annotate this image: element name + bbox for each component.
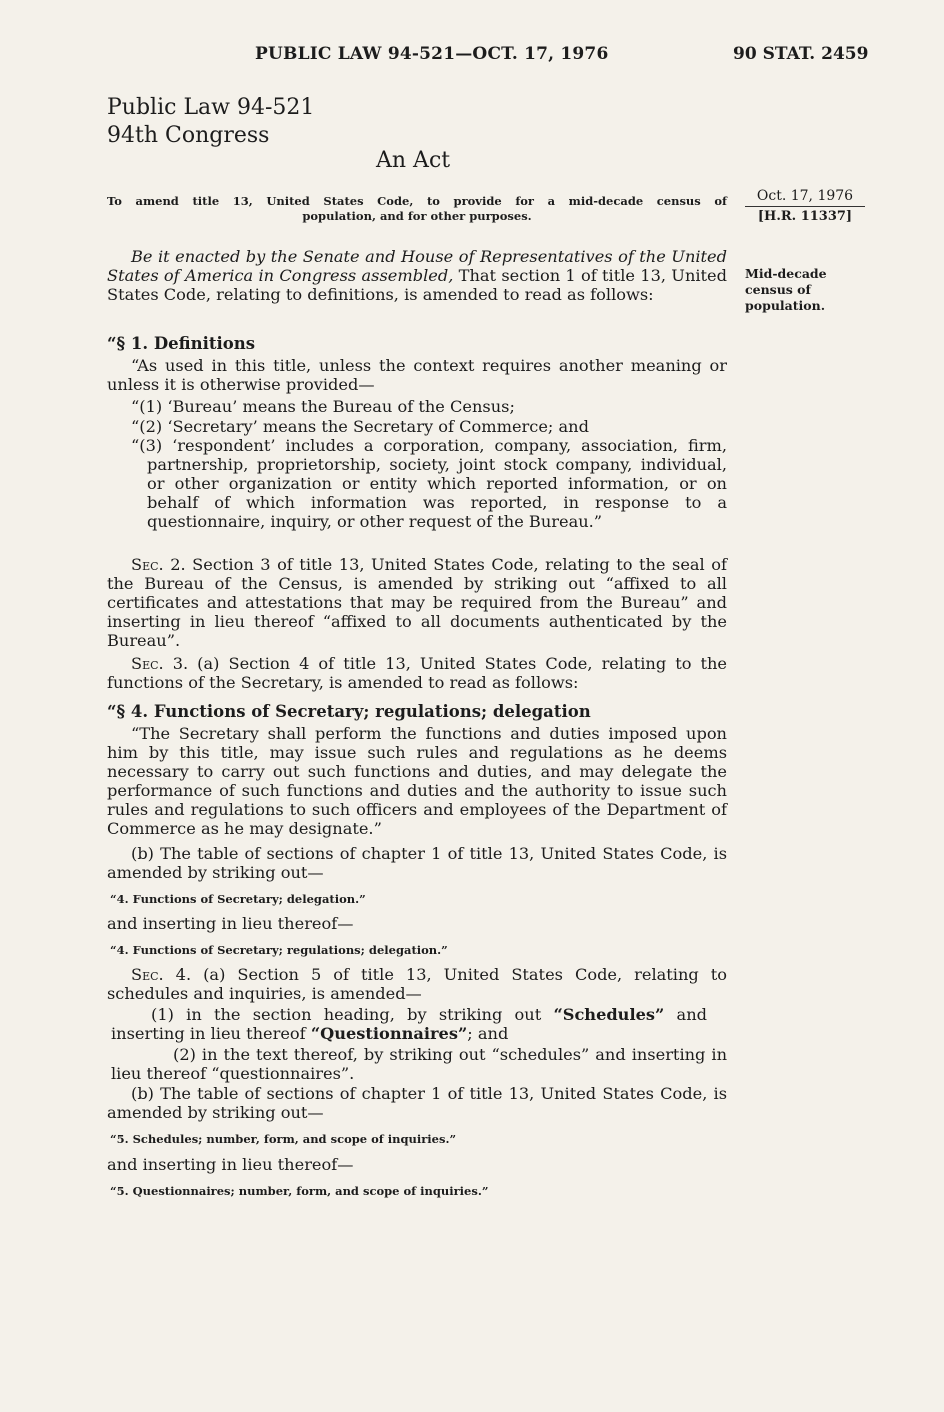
section-4-body: “The Secretary shall perform the functions and duties imposed upon him by this title, may issue such rules and regulations as he deems necessary to carry out such functions and duties, and may delegate the performance of such functions and duties and the authority to issue such rules and regulations to such officers and employees of the Department of Commerce as he may designate.”: [107, 724, 727, 838]
section-4b: (b) The table of sections of chapter 1 of title 13, United States Code, is amended by striking out—: [107, 1084, 727, 1122]
sidebar-rule: [745, 206, 865, 207]
item1-mid: and inserting in lieu thereof: [111, 1005, 707, 1043]
purpose-line-2: population, and for other purposes.: [302, 209, 532, 223]
section-4-label: Sec. 4.: [131, 965, 192, 984]
section-1-heading: “§ 1. Definitions: [107, 334, 256, 353]
item1-pre: (1) in the section heading, by striking out: [151, 1005, 554, 1024]
section-4-heading: “§ 4. Functions of Secretary; regulations; delegation: [107, 702, 591, 721]
item1-bold-schedules: “Schedules”: [553, 1005, 665, 1024]
section-2: [107, 555, 727, 650]
enacting-clause: [107, 247, 727, 304]
definition-item-3: “(3) ‘respondent’ includes a corporation, company, association, firm, partnership, proprietorship, society, joint stock company, individual, or other organization or entity which reported information, or on behalf of which information was reported, in response to a questionnaire, inquiry, or other request of the Bureau.”: [131, 436, 727, 531]
enactment-date: Oct. 17, 1976: [756, 188, 854, 204]
new-entry-5: “5. Questionnaires; number, form, and scope of inquiries.”: [110, 1184, 489, 1198]
margin-note-line-3: population.: [745, 298, 826, 313]
section-4a-text: (a) Section 5 of title 13, United States Code, relating to schedules and inquiries, is amended—: [107, 965, 728, 1003]
new-entry-4: “4. Functions of Secretary; regulations; delegation.”: [110, 943, 448, 957]
statute-page-number: 90 STAT. 2459: [733, 44, 869, 64]
law-number: Public Law 94-521: [107, 95, 315, 120]
section-3-label: Sec. 3.: [131, 654, 189, 673]
purpose-line-1: To amend title 13, United States Code, to provide for a mid-decade census of: [107, 194, 727, 208]
section-4a-item-1: [111, 1005, 707, 1043]
section-3a: [107, 654, 727, 692]
old-entry-4: “4. Functions of Secretary; delegation.”: [110, 892, 366, 906]
section-2-label: Sec. 2.: [131, 555, 186, 574]
old-entry-5: “5. Schedules; number, form, and scope of inquiries.”: [110, 1132, 457, 1146]
insert-text-4: and inserting in lieu thereof—: [107, 1155, 354, 1174]
enacting-italic: Be it enacted by the Senate and House of Representatives of the United States of America in Congress assembled,: [107, 247, 727, 285]
section-1-intro: “As used in this title, unless the context requires another meaning or unless it is otherwise provided—: [107, 356, 727, 394]
item1-post: ; and: [467, 1024, 509, 1043]
section-2-text: Section 3 of title 13, United States Code, relating to the seal of the Bureau of the Census, is amended by striking out “affixed to all certificates and attestations that may be required from the Bureau” and inserting in lieu thereof “affixed to all documents authenticated by the Bureau”.: [107, 555, 727, 650]
section-3b: (b) The table of sections of chapter 1 of title 13, United States Code, is amended by striking out—: [107, 844, 727, 882]
section-4a-item-2: (2) in the text thereof, by striking out “schedules” and inserting in lieu thereof “questionnaires”.: [111, 1045, 727, 1083]
running-header: PUBLIC LAW 94-521—OCT. 17, 1976: [255, 44, 609, 64]
act-purpose: [107, 194, 727, 224]
congress-number: 94th Congress: [107, 123, 270, 148]
item1-bold-questionnaires: “Questionnaires”: [310, 1024, 468, 1043]
margin-note: [745, 266, 827, 314]
act-title: An Act: [376, 148, 451, 173]
margin-note-line-1: Mid-decade: [745, 266, 827, 281]
enacting-rest: That section 1 of title 13, United States Code, relating to definitions, is amended to read as follows:: [107, 266, 727, 304]
section-3a-text: (a) Section 4 of title 13, United States Code, relating to the functions of the Secretary, is amended to read as follows:: [107, 654, 727, 692]
bill-number: [H.R. 11337]: [757, 209, 853, 224]
section-4a: [107, 965, 727, 1003]
margin-note-line-2: census of: [745, 282, 811, 297]
insert-text-3: and inserting in lieu thereof—: [107, 914, 354, 933]
sidebar-date-block: [745, 188, 865, 224]
definition-item-1: “(1) ‘Bureau’ means the Bureau of the Census;: [131, 397, 515, 416]
definition-item-2: “(2) ‘Secretary’ means the Secretary of Commerce; and: [131, 417, 589, 436]
